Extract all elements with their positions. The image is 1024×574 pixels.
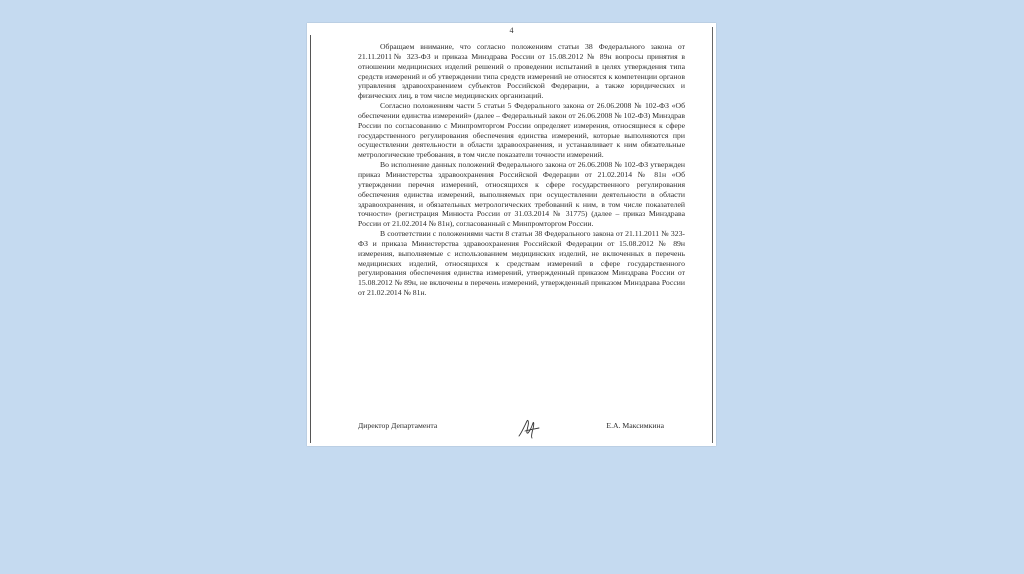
page-number: 4	[509, 26, 514, 35]
paragraph-1: Обращаем внимание, что согласно положениям статьи 38 Федерального закона от 21.11.2011№ 323-ФЗ и приказа Минздрава России от 15.08.2012 № 89н вопросы принятия в отношении медицинских изделий решений о проведении испытаний в целях утверждения типа средств измерений и об утверждении типа средств измерений не относятся к компетенции органов управления здравоохранением субъектов Российской Федерации, а также юридических и физических лиц, в том числе медицинских организаций.	[358, 42, 685, 101]
signature-name: Е.А. Максимкина	[606, 421, 664, 430]
signature-title: Директор Департамента	[358, 421, 438, 430]
scan-edge-right	[712, 27, 713, 443]
signature-block	[358, 421, 664, 435]
scan-edge-left	[310, 35, 311, 443]
document-page	[307, 23, 716, 446]
paragraph-2: Согласно положениям части 5 статьи 5 Федерального закона от 26.06.2008 № 102-ФЗ «Об обеспечении единства измерений» (далее – Федеральный закон от 26.06.2008 № 102-ФЗ) Минздрав России по согласованию с Минпромторгом России определяет измерения, относящиеся к сфере государственного регулирования обеспечения единства измерений, которые выполняются при осуществлении деятельности в области здравоохранения, и устанавливает к ним обязательные метрологические требования, в том числе показатели точности измерений.	[358, 101, 685, 160]
handwritten-signature-icon	[516, 416, 542, 442]
paragraph-3: Во исполнение данных положений Федерального закона от 26.06.2008 № 102-ФЗ утвержден приказ Министерства здравоохранения Российской Федерации от 21.02.2014 № 81н «Об утверждении перечня измерений, относящихся к сфере государственного регулирования обеспечения единства измерений, выполняемых при осуществлении деятельности в области здравоохранения, и обязательных метрологических требований к ним, в том числе показателей точности» (регистрация Минюста России от 31.03.2014 № 31775) (далее – приказ Минздрава России от 21.02.2014 № 81н), согласованный с Минпромторгом России.	[358, 160, 685, 229]
paragraph-4: В соответствии с положениями части 8 статьи 38 Федерального закона от 21.11.2011 № 323-ФЗ и приказа Министерства здравоохранения Российской Федерации от 15.08.2012 № 89н измерения, выполняемые с использованием медицинских изделий, не включенных в перечень медицинских изделий, относящихся к средствам измерений в сфере государственного регулирования обеспечения единства измерений, утвержденный приказом Минздрава России от 15.08.2012 № 89н, не включены в перечень измерений, утвержденный приказом Минздрава России от 21.02.2014 № 81н.	[358, 229, 685, 298]
document-body	[358, 42, 685, 298]
